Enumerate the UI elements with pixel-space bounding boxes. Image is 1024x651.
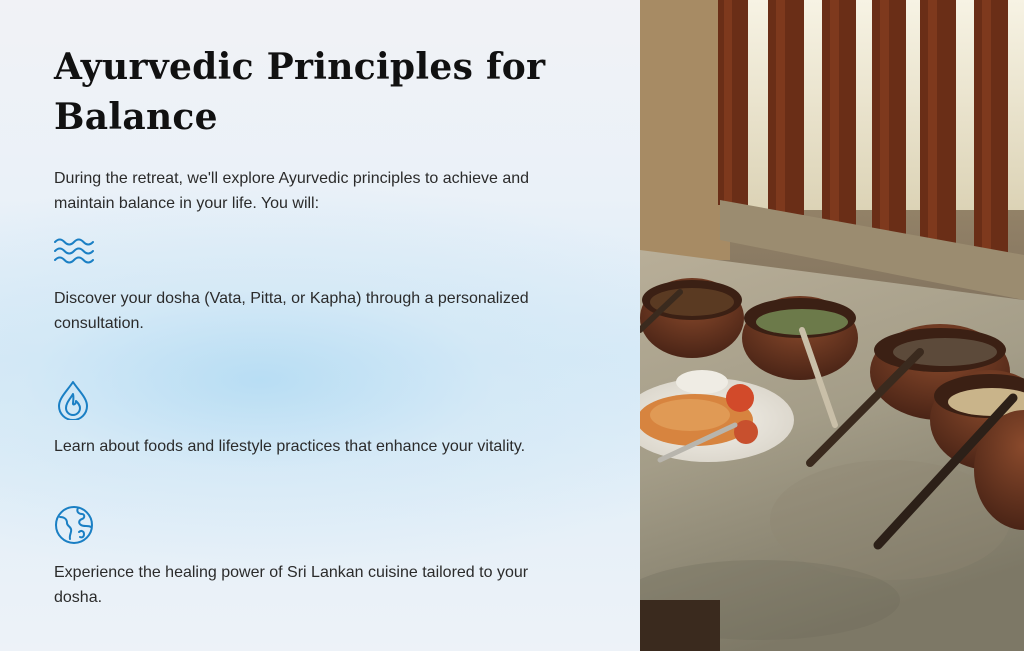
- water-flame-drop-icon: [56, 380, 96, 420]
- feature-text-foods: Learn about foods and lifestyle practices that enhance your vitality.: [54, 438, 526, 455]
- globe-icon: [54, 505, 94, 545]
- intro-text: During the retreat, we'll explore Ayurvedic principles to achieve and maintain balance in your life. You will:: [54, 170, 530, 212]
- feature-text-cuisine: Experience the healing power of Sri Lankan cuisine tailored to your dosha.: [54, 564, 529, 606]
- food-photo: [640, 0, 1024, 651]
- feature-text-dosha: Discover your dosha (Vata, Pitta, or Kapha) through a personalized consultation.: [54, 290, 529, 332]
- waves-icon: [54, 234, 94, 274]
- section-title: Ayurvedic Principles for Balance: [54, 46, 546, 138]
